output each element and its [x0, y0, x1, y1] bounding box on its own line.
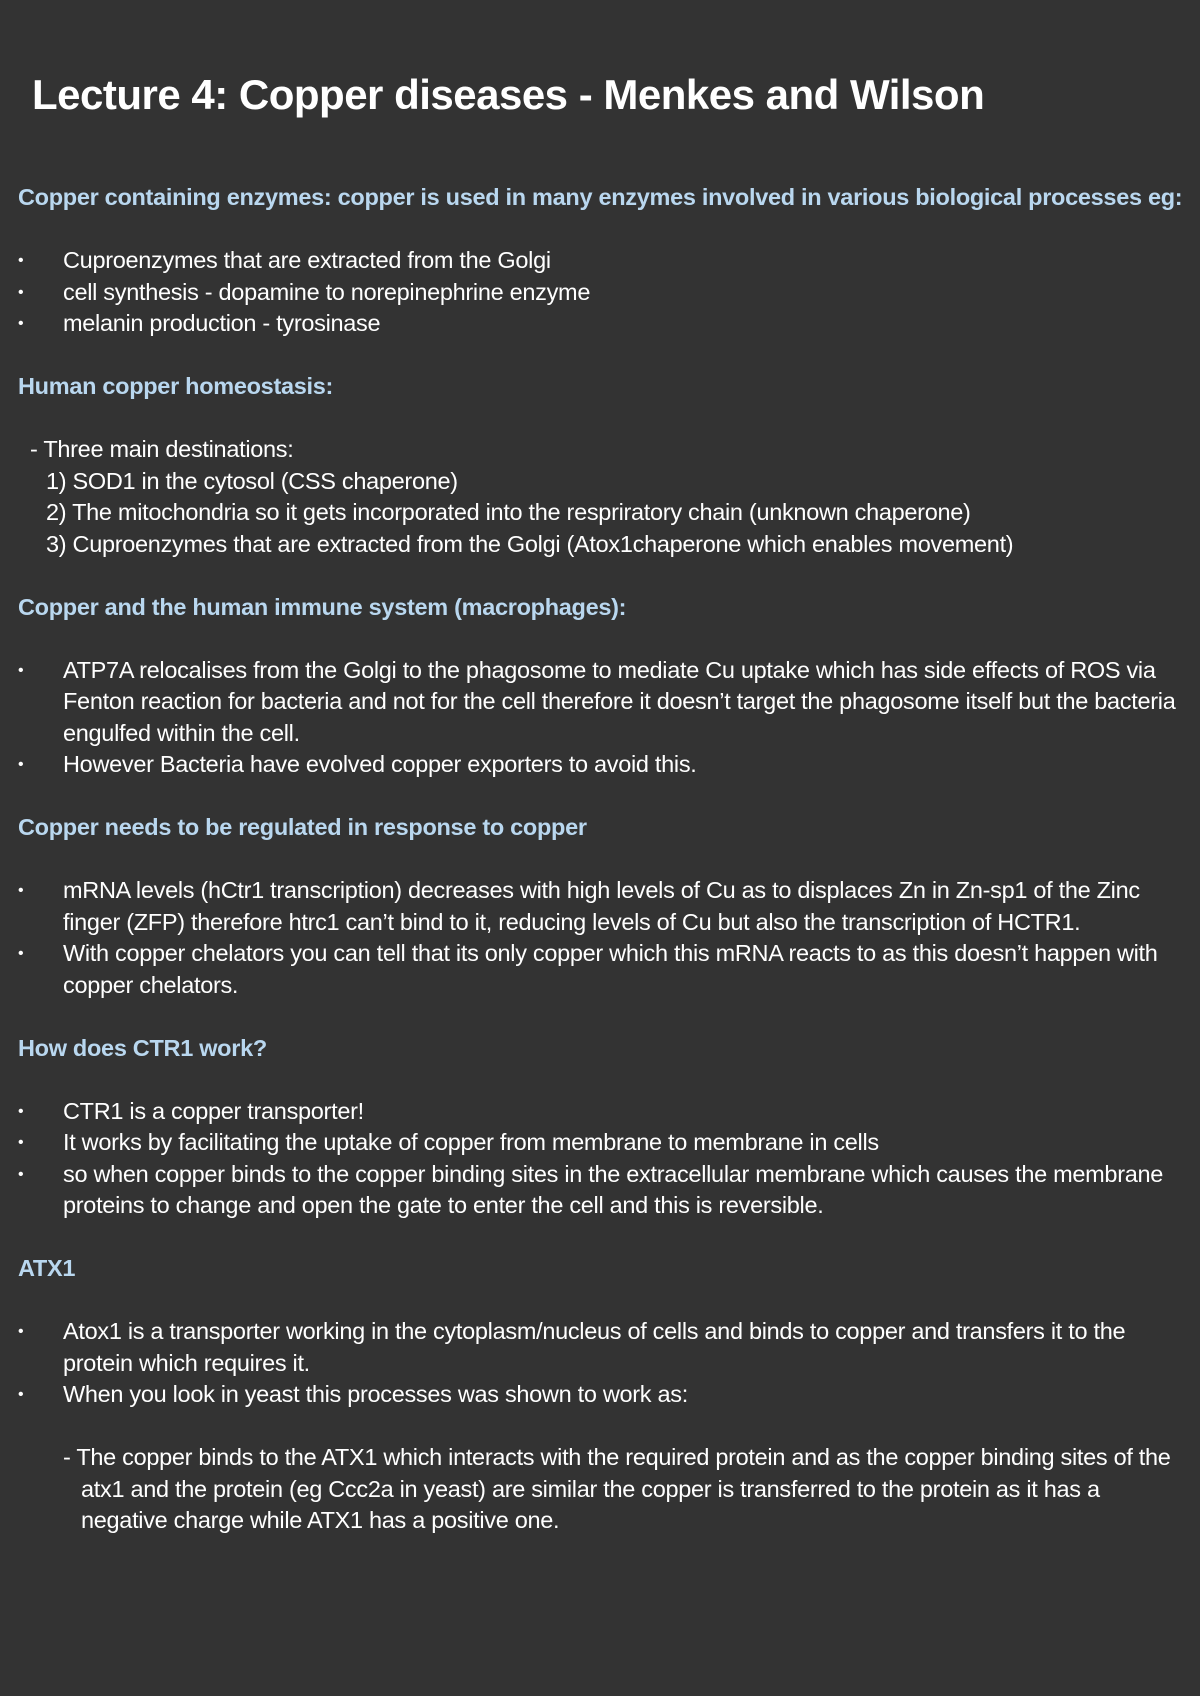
list-item: • With copper chelators you can tell that its only copper which this mRNA reacts to as this doesn’t happen with copper chelators. [18, 940, 1158, 998]
copper-enzymes-list [18, 245, 1190, 340]
homeostasis-intro: - Three main destinations: [30, 436, 294, 462]
section-heading-copper-enzymes: Copper containing enzymes: copper is used in many enzymes involved in various biological processes eg: [18, 184, 1183, 210]
atx1-list [18, 1316, 1190, 1411]
list-item: • However Bacteria have evolved copper exporters to avoid this. [18, 749, 1190, 781]
list-item: • When you look in yeast this processes was shown to work as: [18, 1379, 1190, 1411]
list-item: • CTR1 is a copper transporter! [18, 1096, 1190, 1128]
homeostasis-item: 3) Cuproenzymes that are extracted from the Golgi (Atox1chaperone which enables movement) [46, 530, 1014, 557]
section-heading-atx1: ATX1 [18, 1255, 76, 1281]
atx1-mechanism-paragraph: - The copper binds to the ATX1 which interacts with the required protein and as the copper binding sites of the atx1 and the protein (eg Ccc2a in yeast) are similar the copper is transferred to the protein as it has a negative charge while ATX1 has a positive one. [63, 1444, 1171, 1533]
bullet-icon: • [18, 882, 24, 899]
section-heading-ctr1: How does CTR1 work? [18, 1034, 267, 1061]
bullet-icon: • [18, 945, 24, 962]
homeostasis-item: 2) The mitochondria so it gets incorporated into the respriratory chain (unknown chaperone) [46, 499, 971, 525]
ctr1-list [18, 1096, 1190, 1222]
bullet-icon: • [18, 1134, 24, 1151]
list-item: • so when copper binds to the copper binding sites in the extracellular membrane which causes the membrane proteins to change and open the gate to enter the cell and this is reversible. [18, 1160, 1164, 1218]
list-item: • cell synthesis - dopamine to norepinephrine enzyme [18, 277, 1190, 309]
document-body [18, 182, 1190, 1537]
immune-system-list [18, 655, 1190, 781]
bullet-icon: • [18, 315, 24, 332]
bullet-icon: • [18, 756, 24, 773]
homeostasis-item: 1) SOD1 in the cytosol (CSS chaperone) [46, 467, 458, 494]
list-item: • It works by facilitating the uptake of copper from membrane to membrane in cells [18, 1127, 1190, 1159]
bullet-icon: • [18, 1102, 24, 1120]
bullet-icon: • [18, 1165, 24, 1183]
section-heading-homeostasis: Human copper homeostasis: [18, 373, 334, 399]
regulation-list [18, 875, 1190, 1001]
bullet-icon: • [18, 1386, 24, 1403]
list-item: • Cuproenzymes that are extracted from the Golgi [18, 245, 1190, 277]
section-heading-immune-system: Copper and the human immune system (macrophages): [18, 593, 627, 620]
list-item: • melanin production - tyrosinase [18, 308, 1190, 340]
bullet-icon: • [18, 283, 24, 301]
page-title: Lecture 4: Copper diseases - Menkes and Wilson [32, 71, 985, 118]
list-item: • mRNA levels (hCtr1 transcription) decreases with high levels of Cu as to displaces Zn in Zn-sp1 of the Zinc finger (ZFP) therefore htrc1 can’t bind to it, reducing levels of Cu but also the transcription of HCTR1. [18, 877, 1140, 935]
list-item: • ATP7A relocalises from the Golgi to the phagosome to mediate Cu uptake which has side effects of ROS via Fenton reaction for bacteria and not for the cell therefore it doesn’t target the phagosome itself but the bacteria engulfed within the cell. [18, 656, 1176, 746]
list-item: • Atox1 is a transporter working in the cytoplasm/nucleus of cells and binds to copper and transfers it to the protein which requires it. [18, 1318, 1126, 1376]
section-heading-regulation: Copper needs to be regulated in response to copper [18, 814, 587, 840]
bullet-icon: • [18, 252, 24, 269]
bullet-icon: • [18, 1323, 24, 1340]
bullet-icon: • [18, 661, 24, 679]
